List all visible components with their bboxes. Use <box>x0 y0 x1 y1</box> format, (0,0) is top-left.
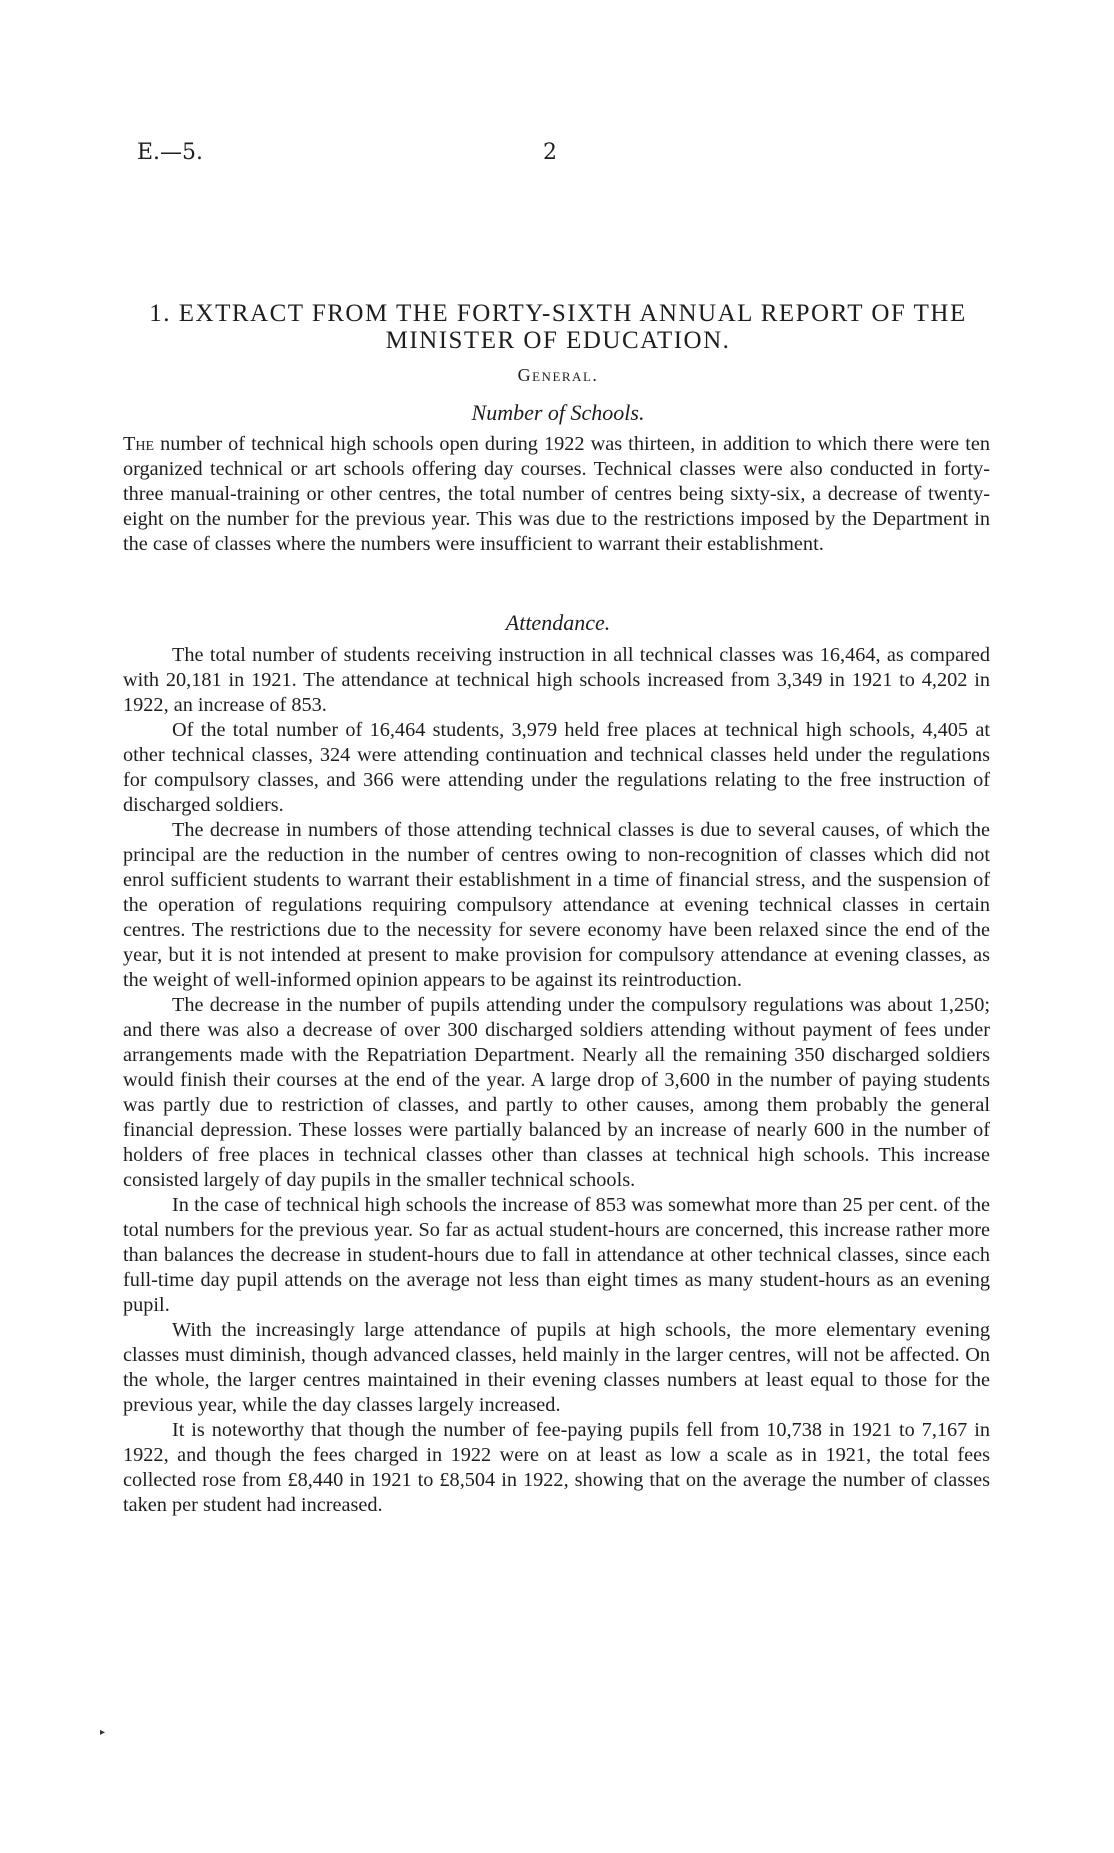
attendance-paragraph: The decrease in the number of pupils attending under the compulsory regulations was about 1,250; and there was also a decrease of over 300 discharged soldiers attending without payment of fees under arrangements made with the Repatriation Department. Nearly all the remaining 350 discharged soldiers would finish their courses at the end of the year. A large drop of 3,600 in the number of paying students was partly due to restriction of classes, and partly to other causes, among them probably the general financial depression. These losses were partially balanced by an increase of nearly 600 in the number of holders of free places in technical classes other than classes at technical high schools. This increase consisted largely of day pupils in the smaller technical schools. <box>123 994 990 1191</box>
section-heading: General. <box>517 365 599 385</box>
paragraph-text: number of technical high schools open during 1922 was thirteen, in addition to which there were ten organized technical or art schools offering day courses. Technical classes were also conducted in forty-three manual-training or other centres, the total number of centres being sixty-six, a decrease of twenty-eight on the number for the previous year. This was due to the restrictions imposed by the Department in the case of classes where the numbers were insufficient to warrant their establishment. <box>123 433 990 555</box>
document-code: E.—5. <box>137 140 204 165</box>
subheading-attendance: Attendance. <box>505 610 611 635</box>
attendance-paragraph: With the increasingly large attendance of pupils at high schools, the more elementary evening classes must diminish, though advanced classes, held mainly in the larger centres, will not be affected. On the whole, the larger centres maintained in their evening classes numbers at least equal to those for the previous year, while the day classes largely increased. <box>123 1319 990 1416</box>
attendance-paragraph: It is noteworthy that though the number of fee-paying pupils fell from 10,738 in 1921 to 7,167 in 1922, and though the fees charged in 1922 were on at least as low a scale as in 1921, the total fees collected rose from £8,440 in 1921 to £8,504 in 1922, showing that on the average the number of classes taken per student had increased. <box>123 1419 990 1516</box>
schools-section <box>123 432 990 557</box>
scan-mark-icon: ▸ <box>100 1727 106 1738</box>
attendance-paragraph: The total number of students receiving instruction in all technical classes was 16,464, as compared with 20,181 in 1921. The attendance at technical high schools increased from 3,349 in 1921 to 4,202 in 1922, an increase of 853. <box>123 644 990 716</box>
attendance-paragraph: Of the total number of 16,464 students, 3,979 held free places at technical high schools, 4,405 at other technical classes, 324 were attending continuation and technical classes held under the regulations for compulsory classes, and 366 were attending under the regulations relating to the free instruction of discharged soldiers. <box>123 719 990 816</box>
page-number: 2 <box>543 140 557 165</box>
attendance-paragraph: The decrease in numbers of those attending technical classes is due to several causes, of which the principal are the reduction in the number of centres owing to non-recognition of classes which did not enrol sufficient students to warrant their establishment in a time of financial stress, and the suspension of the operation of regulations requiring compulsory attendance at evening technical classes in certain centres. The restrictions due to the necessity for severe economy have been relaxed since the end of the year, but it is not intended at present to make provision for compulsory attendance at evening classes, as the weight of well-informed opinion appears to be against its reintroduction. <box>123 819 990 991</box>
lead-word: The <box>123 433 155 455</box>
schools-paragraph <box>123 432 990 557</box>
attendance-section <box>123 643 990 1518</box>
report-title: 1. EXTRACT FROM THE FORTY-SIXTH ANNUAL REPORT OF THE MINISTER OF EDUCATION. <box>149 300 967 354</box>
subheading-number-of-schools: Number of Schools. <box>471 400 645 425</box>
attendance-paragraph: In the case of technical high schools the increase of 853 was somewhat more than 25 per cent. of the total numbers for the previous year. So far as actual student-hours are concerned, this increase rather more than balances the decrease in student-hours due to fall in attendance at other technical classes, since each full-time day pupil attends on the average not less than eight times as many student-hours as an evening pupil. <box>123 1194 990 1316</box>
